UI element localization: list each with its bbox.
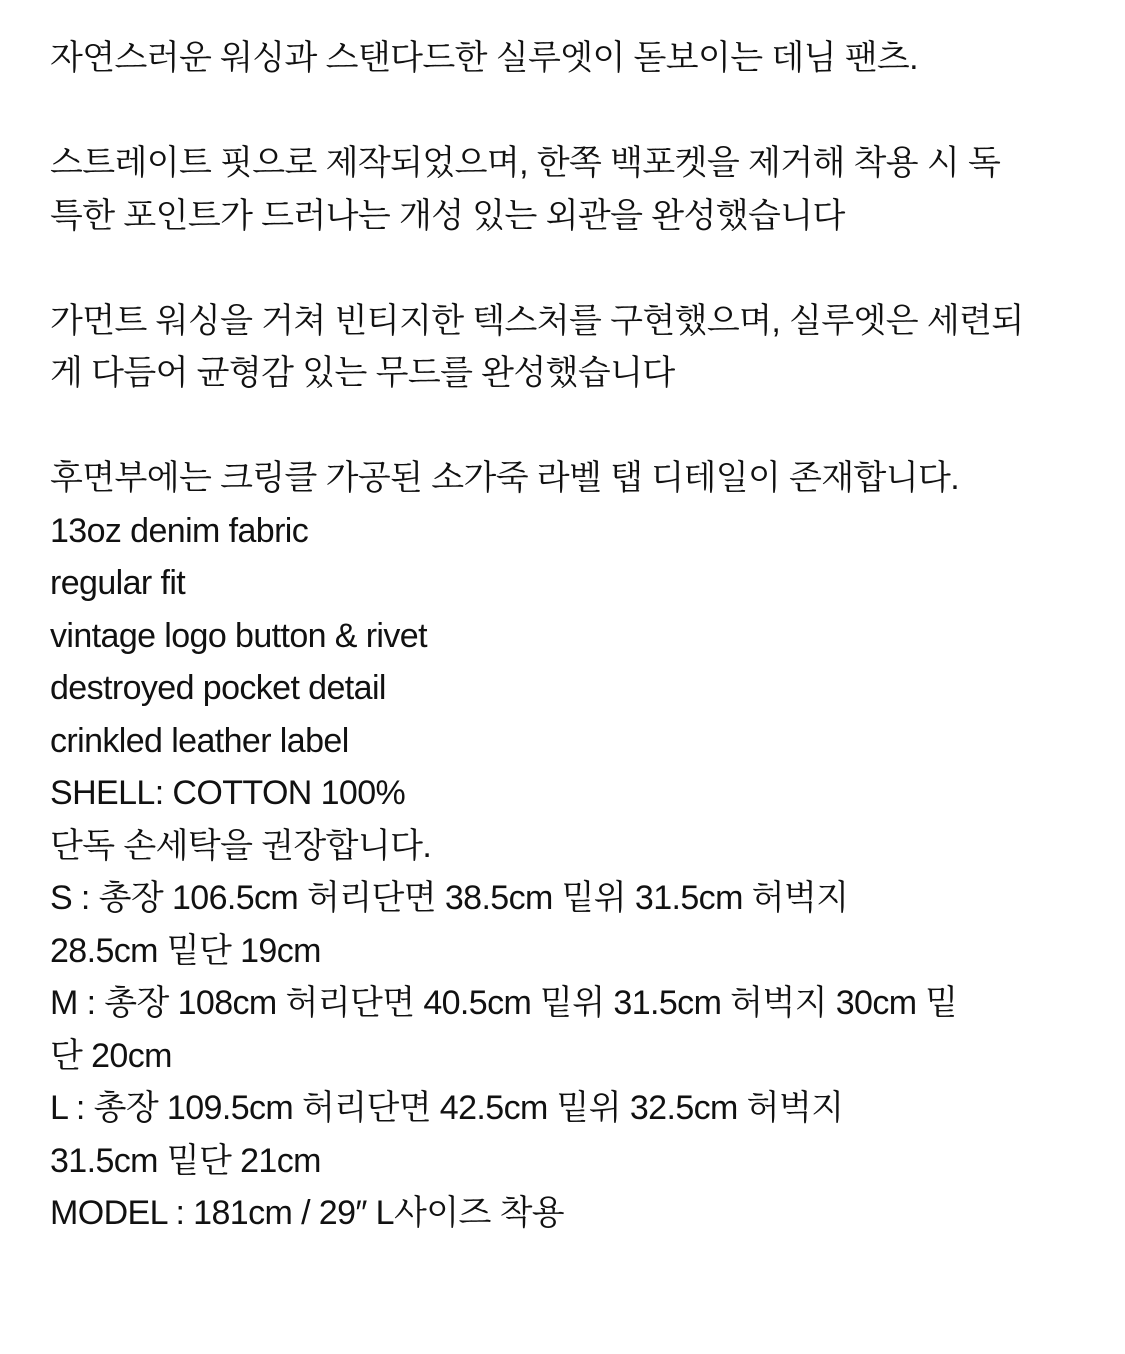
paragraph-fit-and-pocket — [50, 137, 1081, 242]
text-line: 게 다듬어 균형감 있는 무드를 완성했습니다 — [50, 354, 675, 392]
text-line: 스트레이트 핏으로 제작되었으며, 한쪽 백포켓을 제거해 착용 시 독 — [50, 144, 1001, 182]
size-l-line: L : 총장 109.5cm 허리단면 42.5cm 밑위 32.5cm 허벅지 — [50, 1089, 844, 1127]
size-m-line: M : 총장 108cm 허리단면 40.5cm 밑위 31.5cm 허벅지 30cm 밑 — [50, 984, 958, 1022]
spec-line-shell: SHELL: COTTON 100% — [50, 774, 406, 812]
text-line: 후면부에는 크링클 가공된 소가죽 라벨 탭 디테일이 존재합니다. — [50, 459, 960, 497]
spec-line-pocket: destroyed pocket detail — [50, 669, 386, 707]
size-l-line-wrap: 31.5cm 밑단 21cm — [50, 1141, 321, 1180]
text-line: 자연스러운 워싱과 스탠다드한 실루엣이 돋보이는 데님 팬츠. — [50, 39, 919, 77]
spec-line-fit: regular fit — [50, 564, 186, 602]
model-info-line: MODEL : 181cm / 29″ L사이즈 착용 — [50, 1194, 565, 1232]
text-line: 가먼트 워싱을 거쳐 빈티지한 텍스처를 구현했으며, 실루엣은 세련되 — [50, 301, 1024, 340]
paragraph-garment-washing — [50, 295, 1081, 400]
spec-line-button-rivet: vintage logo button & rivet — [50, 616, 427, 655]
paragraph-intro — [50, 32, 1081, 85]
size-s-line-wrap: 28.5cm 밑단 19cm — [50, 931, 321, 970]
size-m-line-wrap: 단 20cm — [50, 1036, 172, 1075]
paragraph-details-and-sizes — [50, 452, 1081, 1240]
spec-line-fabric: 13oz denim fabric — [50, 511, 309, 550]
care-instruction-line: 단독 손세탁을 권장합니다. — [50, 826, 432, 865]
text-line: 특한 포인트가 드러나는 개성 있는 외관을 완성했습니다 — [50, 196, 845, 235]
spec-line-label: crinkled leather label — [50, 721, 349, 760]
size-s-line: S : 총장 106.5cm 허리단면 38.5cm 밑위 31.5cm 허벅지 — [50, 879, 849, 917]
